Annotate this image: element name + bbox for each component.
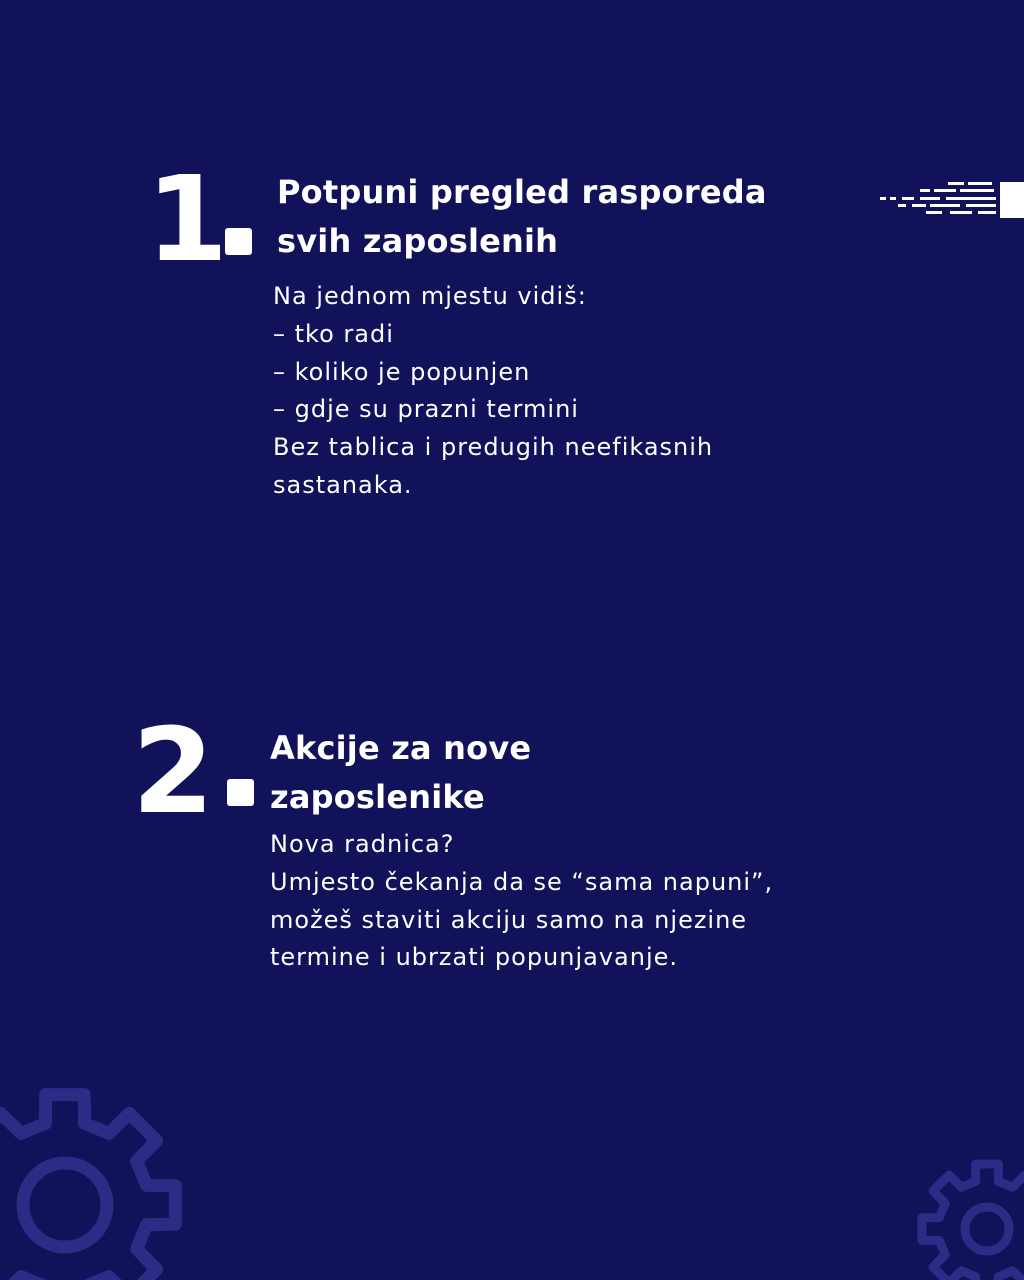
item-title-line: zaposlenike [270, 778, 485, 816]
item-title-line: svih zaposlenih [277, 222, 559, 260]
item-number: 2 [132, 702, 211, 840]
item-body-line: Bez tablica i predugih neefikasnih [273, 433, 714, 462]
item-body-line: – koliko je popunjen [273, 357, 531, 386]
item-body-line: možeš staviti akciju samo na njezine [270, 905, 748, 934]
item-number: 1 [146, 150, 225, 288]
item-body-line: Nova radnica? [270, 830, 455, 858]
gear-icon [912, 1154, 1024, 1280]
item-body-line: sastanaka. [273, 470, 413, 499]
item-body-line: – gdje su prazni termini [273, 395, 579, 424]
item-title-line: Akcije za nove [270, 729, 532, 767]
item-body-line: Na jednom mjestu vidiš: [273, 282, 587, 310]
item-body-line: – tko radi [273, 319, 394, 348]
item-body-line: Umjesto čekanja da se “sama napuni”, [270, 867, 774, 896]
item-title [270, 724, 531, 822]
item-body [270, 826, 773, 977]
number-dot [227, 779, 254, 806]
item-body-line: termine i ubrzati popunjavanje. [270, 943, 679, 972]
item-title-line: Potpuni pregled rasporeda [277, 173, 767, 211]
gear-icon [0, 1080, 190, 1280]
